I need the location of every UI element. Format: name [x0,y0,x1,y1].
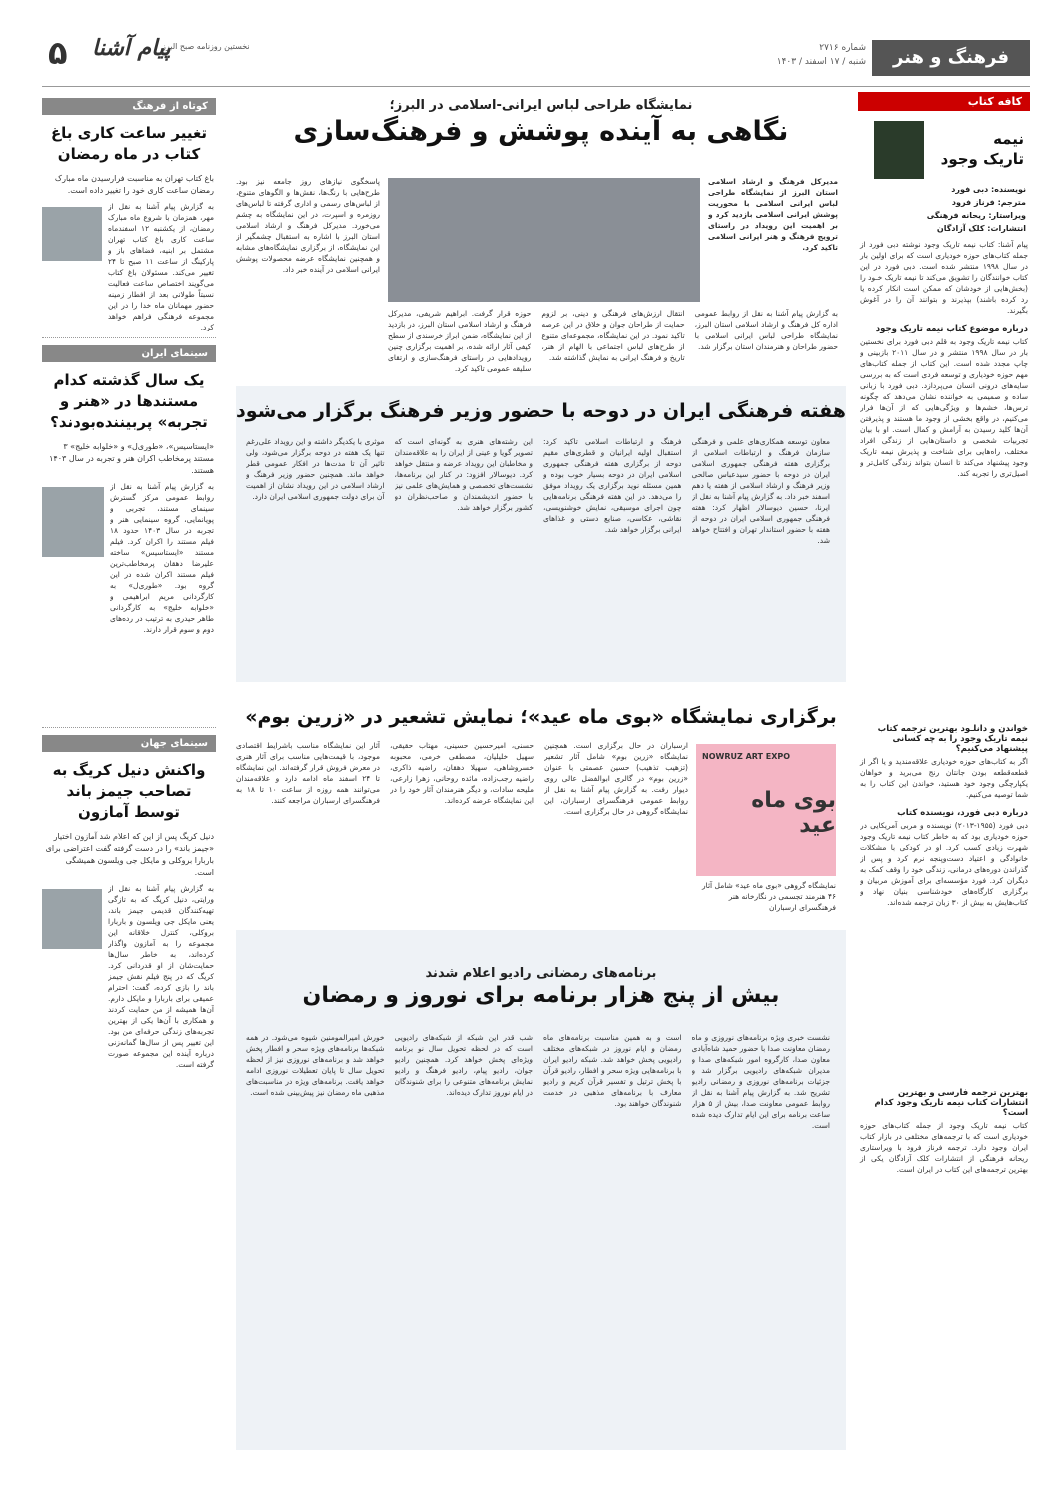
story2-headline: هفته فرهنگی ایران در دوحه با حضور وزیر فرهنگ برگزار می‌شود [236,400,846,422]
brief-summary: باغ کتاب تهران به مناسبت فرارسیدن ماه مبارک رمضان ساعت کاری خود را تغییر داده است. [54,174,214,195]
issue-info [777,41,866,69]
book-author-text: دبی فورد (۱۹۵۵-۲۰۱۳) نویسنده و مربی آمریکایی در حوزه خودیاری بود که به خاطر کتاب نیمه تاریک وجود شهرت زیادی کسب کرد. او در کودکی با مشکلات خانوادگی و اعتیاد دست‌وپنجه نرم کرد و پس از گذراندن دوره‌های درمانی، زندگی خود را وقف کمک به دیگران کرد. فورد مؤسسه‌ای برای آموزش مربیان و برگزاری کارگاه‌های خودشناسی بنیان نهاد و کتاب‌هایش به بیش از ۳۰ زبان ترجمه شده‌اند. [860,821,1028,907]
story2-col-3: این رشته‌های هنری به گونه‌ای است که تصویر گویا و عینی از ایران را به علاقه‌مندان و مخاطبان این رویداد عرضه و منتقل خواهد کرد. دیوسالار افزود: در کنار این برنامه‌ها، نشست‌های تخصصی و همایش‌های علمی نیز با حضور اندیشمندان و صاحب‌نظران دو کشور برگزار خواهد شد. [394,437,533,512]
book-author: نویسنده: دبی فورد [951,185,1026,194]
book-publisher: انتشارات: کلک آزادگان [936,224,1026,233]
book-why-text: اگر به کتاب‌های حوزه خودیاری علاقه‌مندید و یا اگر از قطعه‌قطعه بودن جانتان رنج می‌برید و خواهان یکپارچگی وجود خود هستید، خواندن این کتاب را به شما توصیه می‌کنیم. [860,757,1028,799]
story1-body-2: انتقال ارزش‌های فرهنگی و دینی، بر لزوم حمایت از طراحان جوان و خلاق در این عرصه تاکید نمود. در این نمایشگاه، مجموعه‌ای متنوع از طرح‌های لباس اجتماعی با الهام از هنر، تاریخ و فرهنگ ایرانی به نمایش گذاشته شد. [541,309,685,362]
poster-caption: نمایشگاه گروهی «بوی ماه عید» شامل آثار ۴۶ هنرمند تجسمی در نگارخانه هنر فرهنگسرای ارسباران [702,881,836,912]
world-cinema-headline: واکنش دنیل کریگ به تصاحب جیمز باند توسط آمازون [52,761,206,821]
story1-kicker: نمایشگاه طراحی لباس ایرانی-اسلامی در البرز؛ [389,98,693,113]
story1-col-left: پاسخگوی نیازهای روز جامعه نیز بود. طرح‌هایی با رنگ‌ها، نقش‌ها و الگوهای متنوع، از لباس‌های رسمی و اداری گرفته تا لباس‌های روزمره و اسپرت، در این نمایشگاه به چشم می‌خورد. مدیرکل فرهنگ و ارشاد اسلامی استان البرز با اشاره به استقبال چشمگیر از این نمایشگاه، از برگزاری نمایشگاه‌های مشابه و همچنین نمایشگاه عرضه محصولات پوشش ایرانی اسلامی در آینده خبر داد. [236,177,380,274]
iran-cinema-body: به گزارش پیام آشنا به نقل از روابط عمومی مرکز گسترش سینمای مستند، تجربی و پویانمایی، گروه سینمایی هنر و تجربه در سال ۱۴۰۳ حدود ۱۸ فیلم مستند را اکران کرد. فیلم مستند «ایستاسیس» ساخته علیرضا دهقان پرمخاطب‌ترین فیلم مستند اکران شده در این گروه بود. «طوری‌ل» به کارگردانی مریم ابراهیمی و «خلوابه خلیج» به کارگردانی طاهر حیدری به ترتیب در رده‌های دوم و سوم قرار دارند. [110,482,214,634]
story4-col-4: خورش امیرالمومنین شیوه می‌شود. در همه شبکه‌ها برنامه‌های ویژه سحر و افطار پخش خواهد شد و برنامه‌های نوروزی نیز از لحظه تحویل سال تا پایان تعطیلات نوروزی ادامه خواهد یافت. برنامه‌های ویژه در مناسبت‌های مذهبی ماه رمضان نیز پیش‌بینی شده است. [246,1033,385,1097]
brief-label: کوتاه از فرهنگ [42,98,216,115]
page-number: ۵ [48,34,68,72]
book-best-text: کتاب نیمه تاریک وجود از جمله کتاب‌های حوزه خودیاری است که با ترجمه‌های مختلفی در بازار کتاب ایران وجود دارد. ترجمه فرناز فرود با ویراستاری ریحانه فرهنگی از انتشارات کلک آزادگان یکی از بهترین ترجمه‌های این کتاب در ایران است. [860,1121,1028,1174]
film-still-photo [42,487,104,557]
book-intro: پیام آشنا: کتاب نیمه تاریک وجود نوشته دبی فورد از جمله کتاب‌های حوزه خودیاری است که برای اولین بار در سال ۱۹۹۸ منتشر شده است. دبی فورد در این کتاب خوانندگان را تشویق می‌کند تا نیمه تاریک خـود را (بخش‌هایی از خودشان که ممکن است انکار کرده یا رد کرده باشند) بپذیرند و بتوانند آن را در آغوش بگیرند. [860,240,1028,315]
story1-body-1: به گزارش پیام آشنا به نقل از روابط عمومی اداره کل فرهنگ و ارشاد اسلامی استان البرز، نمایشگاه طراحی لباس ایرانی اسلامی با حضور طراحان و هنرمندان استان برگزار شد. [694,309,838,351]
book-subhead-topic: درباره موضوع کتاب نیمه تاریک وجود [875,324,1028,334]
book-cover-image [874,121,924,179]
story4-col-3: شب قدر این شبکه از شبکه‌های رادیویی است که در لحظه تحویل سال نو برنامه ویژه‌ای پخش خواهد کرد. همچنین رادیو جوان، رادیو پیام، رادیو فرهنگ و رادیو نمایش برنامه‌های متنوعی را برای شنوندگان در ایام نوروز تدارک دیده‌اند. [394,1033,533,1097]
story2-col-2: فرهنگ و ارتباطات اسلامی تاکید کرد: استقبال اولیه ایرانیان و قطری‌های مقیم دوحه از برگزاری هفته فرهنگی جمهوری اسلامی ایران در دوحه بسیار خوب بوده و همین مسئله نوید برگزاری یک رویداد موفق را می‌دهد. در این هفته فرهنگی برنامه‌هایی چون اجرای موسیقی، نمایش خوشنویسی، نقاشی، عکاسی، صنایع دستی و غذاهای ایرانی برگزار خواهد شد. [543,437,682,534]
story3-col-1: ارسباران در حال برگزاری است. همچنین نمایشگاه «زرین بوم» شامل آثار تشعیر (تزهیب تذهیب) حسین عصمتی با عنوان «زرین بوم» در گالری ابوالفضل عالی روی دیوار رفت. به گزارش پیام آشنا به نقل از روابط عمومی فرهنگسرای ارسباران، این نمایشگاه گروهی در حال برگزاری است. [544,741,688,816]
book-credits [858,183,1026,235]
book-subhead-best: بهترین ترجمه فارسی و بهترین انتشارات کتاب نیمه تاریک وجود کدام است؟ [874,1088,1028,1118]
story3-body [236,740,688,930]
book-cafe-label: کافه کتاب [858,92,1030,111]
story1-lead-box [708,176,838,276]
story-nowruz-expo [236,702,846,732]
masthead [42,34,1030,82]
garden-photo [42,207,102,261]
book-title-line2: تاریک وجود [940,150,1024,168]
story4-col-2: است و به همین مناسبت برنامه‌های ماه رمضان و ایام نوروز در شبکه‌های مختلف رادیویی پخش خواهد شد. شبکه رادیو ایران با برنامه‌هایی ویژه سحر و افطار، رادیو قرآن با پخش ترتیل و تفسیر قرآن کریم و رادیو معارف با برنامه‌های مذهبی در خدمت شنوندگان خواهند بود. [543,1033,682,1108]
story-exhibition [236,98,846,151]
story3-headline: برگزاری نمایشگاه «بوی ماه عید»؛ نمایش تشعیر در «زرین بوم» [245,706,837,728]
tagline: نخستین روزنامه صبح البرز [162,42,250,51]
brief-body: به گزارش پیام آشنا به نقل از مهر، همزمان با شروع ماه مبارک رمضان، از یکشنبه ۱۲ اسفندماه ساعت کاری باغ کتاب تهران مشتمل بر ابنیه، فضاهای باز و پارکینگ از ساعت ۱۱ صبح تا ۲۴ تغییر می‌کند. مسئولان باغ کتاب می‌گویند اختصاص ساعت فعالیت نسبتاً طولانی بعد از افطار زمینه حضور مهمانان ماه خدا را در این مجموعه فرهنگی فراهم خواهد کرد. [108,202,214,331]
book-cafe-column [858,92,1030,1464]
world-cinema-body: به گزارش پیام آشنا به نقل از ورایتی، دنیل کریگ که به تازگی تهیه‌کنندگان قدیمی جیمز باند، یعنی مایکل جی ویلسون و باربارا بروکلی، کنترل خلاقانه این مجموعه را به آمازون واگذار کرده‌اند، به خاطر سال‌ها حمایت‌شان از او قدردانی کرد. کریگ که در پنج فیلم نقش جیمز باند را بازی کرده، گفت: احترام عمیقی برای باربارا و مایکل دارم. آن‌ها همیشه از من حمایت کردند و همکاری با آن‌ها یکی از بهترین تجربه‌های زندگی حرفه‌ای من بود. این تغییر پس از سال‌ها گمانه‌زنی درباره آینده این مجموعه صورت گرفته است. [108,884,214,1069]
issue-date: شنبه / ۱۷ اسفند / ۱۴۰۳ [776,57,866,67]
story-culture-week [236,396,846,426]
divider [42,337,216,339]
actor-photo [42,889,102,949]
world-cinema-label: سینمای جهان [42,735,216,752]
poster-english: NOWRUZ ART EXPO [702,752,791,761]
story3-col-3: آثار این نمایشگاه مناسب باشرایط اقتصادی موجود، با قیمت‌هایی مناسب برای آثار هنری در معرض فروش قرار گرفته‌اند. این نمایشگاه تا ۲۴ اسفند ماه ادامه دارد و علاقه‌مندان می‌توانند همه روزه از ساعت ۱۰ تا ۱۸ به فرهنگسرای ارسباران مراجعه کنند. [236,741,380,805]
section-title: فرهنگ و هنر [872,40,1030,76]
book-title-line1: نیمه [993,130,1024,148]
issue-number: شماره ۲۷۱۶ [819,43,866,53]
story2-col-4: موثری با یکدیگر داشته و این رویداد علی‌رغم تنها یک هفته در دوحه برگزار می‌شود، ولی تاثیر آن تا مدت‌ها در افکار عمومی قطر خواهد ماند. همچنین حضور وزیر فرهنگ و ارشاد اسلامی در این رویداد نشان از اهمیت آن برای دولت جمهوری اسلامی ایران دارد. [246,437,385,501]
iran-cinema-headline: یک سال گذشته کدام مستندها در «هنر و تجربه» پربیننده‌بودند؟ [50,371,208,431]
divider [42,727,216,729]
left-column [42,98,216,1478]
story4-headline: بیش از پنج هزار برنامه برای نوروز و رمضان [302,983,780,1008]
story-nowruz-radio [236,966,846,1011]
story2-col-1: معاون توسعه همکاری‌های علمی و فرهنگی سازمان فرهنگ و ارتباطات اسلامی از برگزاری هفته فرهنگی جمهوری اسلامی ایران در دوحه با حضور سیدعباس صالحی وزیر فرهنگ و ارشاد اسلامی از هفته یا دهم اسفند خبر داد. به گزارش پیام آشنا به نقل از ایرنا، حسین دیوسالار اظهار کرد: هفته فرهنگی جمهوری اسلامی ایران در دوحه از هفته با حضور استاندار تهران و افتتاح خواهد شد. [691,437,830,545]
story4-kicker: برنامه‌های رمضانی رادیو اعلام شدند [425,966,657,981]
book-translator: مترجم: فرناز فرود [951,198,1026,207]
story4-col-1: نشست خبری ویژه برنامه‌های نوروزی و ماه رمضان معاونت صدا با حضور حمید شاه‌آبادی معاون صدا، کارگروه امور شبکه‌های صدا و مدیران شبکه‌های رادیویی برگزار شد و جزئیات برنامه‌های نوروزی و رمضانی رادیو تشریح شد. به گزارش پیام آشنا به نقل از روابط عمومی معاونت صدا، بیش از ۵ هزار ساعت برنامه برای این ایام تدارک دیده شده است. [691,1033,830,1130]
world-cinema-summary: دنیل کریگ پس از این که اعلام شد آمازون اختیار «جیمز باند» را در دست گرفته گفت اعتراضی برای باربارا بروکلی و مایکل جی ویلسون همیشگی است. [45,832,214,877]
iran-cinema-label: سینمای ایران [42,345,216,362]
brief-headline: تغییر ساعت کاری باغ کتاب در ماه رمضان [50,124,208,163]
story2-body [246,436,830,666]
poster-title: بوی ماه عید [751,788,836,838]
story1-body-3: حوزه قرار گرفت. ابراهیم شریفی، مدیرکل فرهنگ و ارشاد اسلامی استان البرز، در بازدید از این نمایشگاه، ضمن ابراز خرسندی از سطح کیفی آثار ارائه شده، بر اهمیت برگزاری چنین رویدادهایی در راستای فرهنگ‌سازی و ارتقای سلیقه عمومی تاکید کرد. [388,309,532,373]
iran-cinema-summary: «ایستاسیس»، «طوری‌ل» و «خلوابه خلیج» ۳ مستند پرمخاطب اکران هنر و تجربه در سال ۱۴۰۳ هستند. [49,442,214,475]
exhibition-group-photo [388,178,700,302]
book-editor: ویراستار: ریحانه فرهنگی [926,211,1026,220]
nowruz-expo-poster [696,744,836,876]
story1-left-text [236,176,380,376]
newspaper-logo: پیام آشنا [92,36,171,61]
story4-body [246,1032,830,1444]
book-subhead-author: درباره دبی فورد، نویسنده کتاب [897,808,1028,818]
story3-col-2: حسنی، امیرحسین حسینی، مهتاب حقیقی، سهیل خلیلیان، مصطفی خرمی، محبوبه خسروشاهی، سهیلا دهقان، راضیه ذاکری، راضیه رجب‌زاده، مائده روحانی، زهرا زارعی، ملیحه سادات، و دیگر هنرمندان آثار خود را در این نمایشگاه عرضه کرده‌اند. [390,741,534,805]
story1-headline: نگاهی به آینده پوشش و فرهنگ‌سازی [293,116,789,147]
book-topic-text: کتاب نیمه تاریک وجود به قلم دبی فورد برای نخستین بار در سال ۱۹۹۸ منتشر و در سال ۲۰۱۱ بازبینی و چاپ مجدد شده است. این کتاب از جمله کتاب‌های مهم حوزه خودیاری و توسعه فردی است که به بررسی سایه‌های درونی انسان می‌پردازد. دبی فورد با زبانی ساده و صمیمی به خواننده نشان می‌دهد که چگونه ترس‌ها، خشم‌ها و ویژگی‌هایی که از آن‌ها فرار می‌کنیم، در واقع بخشی از وجود ما هستند و پذیرفتن آن‌ها کلید رسیدن به آرامش و کمال است. او با بیان تجربیات شخصی و داستان‌هایی از زندگی افراد مختلف، راه‌هایی برای شناخت و پذیرش نیمه تاریک وجود پیشنهاد می‌کند تا انسان بتواند زندگی کامل‌تر و اصیل‌تری را تجربه کند. [860,337,1028,478]
top-divider [42,86,1030,87]
book-subhead-why: خواندن و دانلـود بهترین ترجمه کتاب نیمه تاریک وجود را به چه کسانی پیشنهاد می‌کنیم؟ [877,724,1028,754]
story1-body [388,308,838,380]
story1-lead: مدیرکل فرهنگ و ارشاد اسلامی استان البرز از نمایشگاه طراحی لباس ایرانی اسلامی با محوریت پوشش ایرانی اسلامی بازدید کرد و بر اهمیت این رویداد در راستای ترویج فرهنگ و هنر ایرانی اسلامی تاکید کرد. [708,177,838,252]
